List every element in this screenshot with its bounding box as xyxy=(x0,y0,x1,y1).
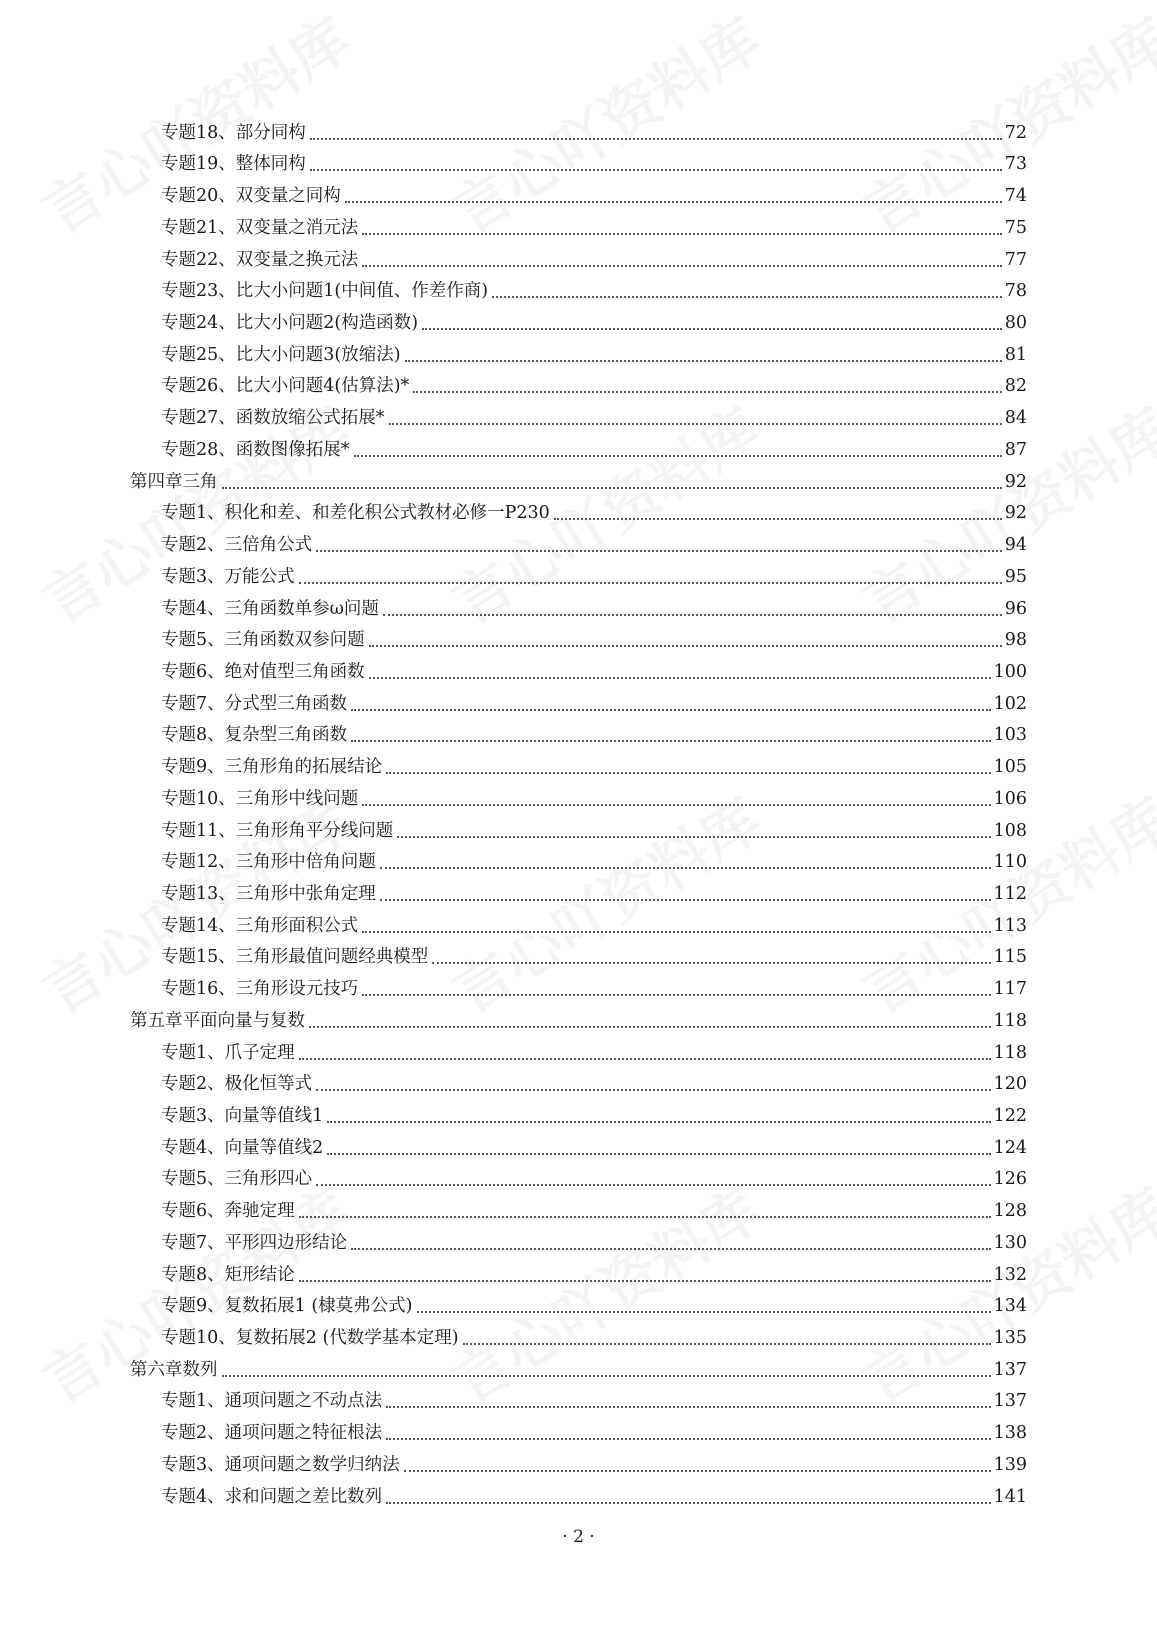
toc-section-entry[interactable] xyxy=(130,1099,1027,1131)
dot-leader xyxy=(386,772,990,774)
toc-entry-page: 80 xyxy=(1004,313,1027,334)
toc-section-entry[interactable] xyxy=(130,1258,1027,1290)
toc-entry-title: 专题12、三角形中倍角问题 xyxy=(161,852,376,873)
dot-leader xyxy=(389,423,1002,425)
toc-entry-title: 专题25、比大小问题3(放缩法) xyxy=(161,344,401,365)
dot-leader xyxy=(345,201,1002,203)
toc-entry-title: 专题6、奔驰定理 xyxy=(161,1201,295,1222)
toc-section-entry[interactable] xyxy=(130,814,1027,846)
toc-entry-page: 115 xyxy=(993,947,1027,968)
toc-entry-title: 专题4、三角函数单参ω问题 xyxy=(161,598,379,619)
toc-entry-page: 110 xyxy=(993,852,1027,873)
dot-leader xyxy=(222,487,1002,489)
dot-leader xyxy=(316,1184,990,1186)
toc-entry-title: 专题27、函数放缩公式拓展* xyxy=(161,408,385,429)
dot-leader xyxy=(417,1311,991,1313)
toc-entry-page: 73 xyxy=(1004,154,1027,175)
toc-section-entry[interactable] xyxy=(130,497,1027,529)
dot-leader xyxy=(463,1343,991,1345)
toc-entry-title: 专题11、三角形角平分线问题 xyxy=(161,820,394,841)
toc-section-entry[interactable] xyxy=(130,1068,1027,1100)
dot-leader xyxy=(397,836,990,838)
toc-entry-page: 112 xyxy=(993,883,1027,904)
toc-entry-page: 130 xyxy=(993,1232,1027,1253)
toc-chapter-entry[interactable] xyxy=(130,1004,1027,1036)
dot-leader xyxy=(386,1406,990,1408)
toc-section-entry[interactable] xyxy=(130,1036,1027,1068)
toc-entry-title: 第六章数列 xyxy=(130,1359,218,1380)
toc-entry-page: 100 xyxy=(993,661,1027,682)
toc-entry-page: 75 xyxy=(1004,217,1027,238)
toc-entry-page: 128 xyxy=(993,1201,1027,1222)
toc-entry-page: 82 xyxy=(1004,376,1027,397)
toc-section-entry[interactable] xyxy=(130,179,1027,211)
dot-leader xyxy=(369,677,991,679)
dot-leader xyxy=(327,1121,990,1123)
toc-entry-page: 117 xyxy=(993,979,1027,1000)
toc-entry-page: 132 xyxy=(993,1264,1027,1285)
toc-section-entry[interactable] xyxy=(130,877,1027,909)
toc-section-entry[interactable] xyxy=(130,655,1027,687)
table-of-contents xyxy=(130,116,1027,1512)
dot-leader xyxy=(369,645,1002,647)
toc-section-entry[interactable] xyxy=(130,1163,1027,1195)
dot-leader xyxy=(351,1248,990,1250)
dot-leader xyxy=(310,138,1002,140)
toc-entry-page: 92 xyxy=(1004,503,1027,524)
toc-section-entry[interactable] xyxy=(130,972,1027,1004)
toc-entry-title: 专题4、向量等值线2 xyxy=(161,1137,324,1158)
dot-leader xyxy=(413,391,1001,393)
toc-entry-title: 专题24、比大小问题2(构造函数) xyxy=(161,313,419,334)
toc-entry-title: 专题5、三角函数双参问题 xyxy=(161,630,365,651)
toc-section-entry[interactable] xyxy=(130,243,1027,275)
toc-section-entry[interactable] xyxy=(130,528,1027,560)
toc-entry-title: 第四章三角 xyxy=(130,471,218,492)
toc-entry-title: 专题9、三角形角的拓展结论 xyxy=(161,757,383,778)
toc-section-entry[interactable] xyxy=(130,909,1027,941)
toc-entry-title: 专题26、比大小问题4(估算法)* xyxy=(161,376,410,397)
toc-section-entry[interactable] xyxy=(130,1321,1027,1353)
toc-entry-page: 98 xyxy=(1004,630,1027,651)
toc-entry-page: 118 xyxy=(993,1010,1027,1031)
toc-entry-page: 134 xyxy=(993,1296,1027,1317)
dot-leader xyxy=(362,265,1001,267)
toc-entry-title: 专题3、向量等值线1 xyxy=(161,1106,324,1126)
dot-leader xyxy=(354,455,1002,457)
toc-entry-title: 专题14、三角形面积公式 xyxy=(161,915,359,936)
toc-entry-page: 141 xyxy=(993,1486,1027,1507)
dot-leader xyxy=(299,1216,991,1218)
dot-leader xyxy=(222,1375,991,1377)
dot-leader xyxy=(362,233,1001,235)
toc-entry-title: 专题10、三角形中线问题 xyxy=(161,788,359,809)
toc-entry-title: 专题7、分式型三角函数 xyxy=(161,693,348,714)
toc-entry-page: 84 xyxy=(1004,408,1027,429)
dot-leader xyxy=(362,994,990,996)
toc-entry-page: 122 xyxy=(993,1106,1027,1126)
toc-entry-title: 专题8、矩形结论 xyxy=(161,1264,295,1285)
toc-entry-title: 专题9、复数拓展1 (棣莫弗公式) xyxy=(161,1296,413,1317)
toc-entry-title: 专题3、通项问题之数学归纳法 xyxy=(161,1454,400,1475)
dot-leader xyxy=(299,1058,991,1060)
toc-entry-title: 专题23、比大小问题1(中间值、作差作商) xyxy=(161,281,489,302)
toc-entry-title: 专题19、整体同构 xyxy=(161,154,306,175)
toc-entry-page: 139 xyxy=(993,1454,1027,1475)
toc-entry-title: 专题4、求和问题之差比数列 xyxy=(161,1486,383,1507)
dot-leader xyxy=(492,296,1002,298)
toc-entry-title: 专题21、双变量之消元法 xyxy=(161,217,359,238)
dot-leader xyxy=(362,804,990,806)
page-number: · 2 · xyxy=(562,1527,595,1547)
dot-leader xyxy=(380,899,991,901)
toc-entry-title: 专题20、双变量之同构 xyxy=(161,186,341,207)
toc-entry-title: 专题2、极化恒等式 xyxy=(161,1074,313,1095)
toc-entry-page: 106 xyxy=(993,788,1027,809)
toc-chapter-entry[interactable] xyxy=(130,1353,1027,1385)
toc-entry-page: 105 xyxy=(993,757,1027,778)
dot-leader xyxy=(299,1280,991,1282)
toc-entry-page: 78 xyxy=(1004,281,1027,302)
dot-leader xyxy=(405,360,1002,362)
toc-entry-title: 专题5、三角形四心 xyxy=(161,1169,313,1190)
toc-entry-page: 94 xyxy=(1004,535,1027,556)
toc-section-entry[interactable] xyxy=(130,592,1027,624)
toc-entry-page: 138 xyxy=(993,1423,1027,1444)
toc-section-entry[interactable] xyxy=(130,433,1027,465)
dot-leader xyxy=(404,1470,991,1472)
toc-entry-page: 92 xyxy=(1004,471,1027,492)
dot-leader xyxy=(380,867,991,869)
toc-entry-title: 专题2、三倍角公式 xyxy=(161,535,313,556)
toc-entry-page: 72 xyxy=(1004,122,1027,143)
toc-entry-title: 专题1、爪子定理 xyxy=(161,1042,295,1063)
toc-entry-page: 137 xyxy=(993,1359,1027,1380)
toc-section-entry[interactable] xyxy=(130,624,1027,656)
toc-section-entry[interactable] xyxy=(130,275,1027,307)
toc-entry-title: 专题3、万能公式 xyxy=(161,566,295,587)
toc-entry-title: 专题13、三角形中张角定理 xyxy=(161,883,376,904)
toc-section-entry[interactable] xyxy=(130,1480,1027,1512)
toc-entry-title: 专题18、部分同构 xyxy=(161,122,306,143)
toc-section-entry[interactable] xyxy=(130,719,1027,751)
dot-leader xyxy=(386,1502,990,1504)
toc-entry-page: 113 xyxy=(993,915,1027,936)
dot-leader xyxy=(351,740,990,742)
toc-entry-page: 95 xyxy=(1004,566,1027,587)
dot-leader xyxy=(383,614,1002,616)
toc-section-entry[interactable] xyxy=(130,1131,1027,1163)
dot-leader xyxy=(310,169,1002,171)
toc-section-entry[interactable] xyxy=(130,1416,1027,1448)
toc-section-entry[interactable] xyxy=(130,211,1027,243)
toc-entry-page: 74 xyxy=(1004,186,1027,207)
toc-entry-title: 专题22、双变量之换元法 xyxy=(161,249,359,270)
toc-section-entry[interactable] xyxy=(130,1385,1027,1417)
toc-section-entry[interactable] xyxy=(130,560,1027,592)
toc-section-entry[interactable] xyxy=(130,846,1027,878)
toc-section-entry[interactable] xyxy=(130,1226,1027,1258)
toc-entry-page: 120 xyxy=(993,1074,1027,1095)
dot-leader xyxy=(554,518,1002,520)
toc-section-entry[interactable] xyxy=(130,116,1027,148)
toc-entry-page: 118 xyxy=(993,1042,1027,1063)
dot-leader xyxy=(316,1089,990,1091)
dot-leader xyxy=(327,1153,990,1155)
toc-entry-title: 第五章平面向量与复数 xyxy=(130,1010,305,1031)
toc-entry-title: 专题8、复杂型三角函数 xyxy=(161,725,348,746)
toc-entry-title: 专题16、三角形设元技巧 xyxy=(161,979,359,1000)
dot-leader xyxy=(386,1438,990,1440)
toc-entry-title: 专题7、平形四边形结论 xyxy=(161,1232,348,1253)
toc-section-entry[interactable] xyxy=(130,1448,1027,1480)
toc-section-entry[interactable] xyxy=(130,148,1027,180)
toc-entry-page: 77 xyxy=(1004,249,1027,270)
toc-entry-page: 124 xyxy=(993,1137,1027,1158)
dot-leader xyxy=(309,1026,991,1028)
toc-entry-page: 87 xyxy=(1004,439,1027,460)
toc-section-entry[interactable] xyxy=(130,687,1027,719)
dot-leader xyxy=(422,328,1002,330)
toc-section-entry[interactable] xyxy=(130,401,1027,433)
toc-section-entry[interactable] xyxy=(130,782,1027,814)
toc-entry-title: 专题28、函数图像拓展* xyxy=(161,439,350,460)
dot-leader xyxy=(362,931,990,933)
toc-section-entry[interactable] xyxy=(130,941,1027,973)
toc-entry-title: 专题1、通项问题之不动点法 xyxy=(161,1391,383,1412)
toc-section-entry[interactable] xyxy=(130,750,1027,782)
toc-entry-page: 81 xyxy=(1004,344,1027,365)
dot-leader xyxy=(351,709,990,711)
toc-section-entry[interactable] xyxy=(130,1194,1027,1226)
toc-entry-page: 103 xyxy=(993,725,1027,746)
toc-entry-title: 专题15、三角形最值问题经典模型 xyxy=(161,947,429,968)
toc-section-entry[interactable] xyxy=(130,338,1027,370)
toc-entry-title: 专题6、绝对值型三角函数 xyxy=(161,661,365,682)
toc-entry-page: 108 xyxy=(993,820,1027,841)
toc-entry-page: 135 xyxy=(993,1328,1027,1349)
toc-section-entry[interactable] xyxy=(130,370,1027,402)
dot-leader xyxy=(316,550,1002,552)
toc-entry-page: 102 xyxy=(993,693,1027,714)
toc-entry-title: 专题1、积化和差、和差化积公式教材必修一P230 xyxy=(161,503,550,524)
toc-chapter-entry[interactable] xyxy=(130,465,1027,497)
toc-entry-title: 专题2、通项问题之特征根法 xyxy=(161,1423,383,1444)
toc-entry-page: 96 xyxy=(1004,598,1027,619)
toc-entry-title: 专题10、复数拓展2 (代数学基本定理) xyxy=(161,1328,459,1349)
dot-leader xyxy=(432,962,990,964)
toc-section-entry[interactable] xyxy=(130,306,1027,338)
toc-section-entry[interactable] xyxy=(130,1290,1027,1322)
dot-leader xyxy=(299,582,1002,584)
toc-entry-page: 126 xyxy=(993,1169,1027,1190)
toc-entry-page: 137 xyxy=(993,1391,1027,1412)
